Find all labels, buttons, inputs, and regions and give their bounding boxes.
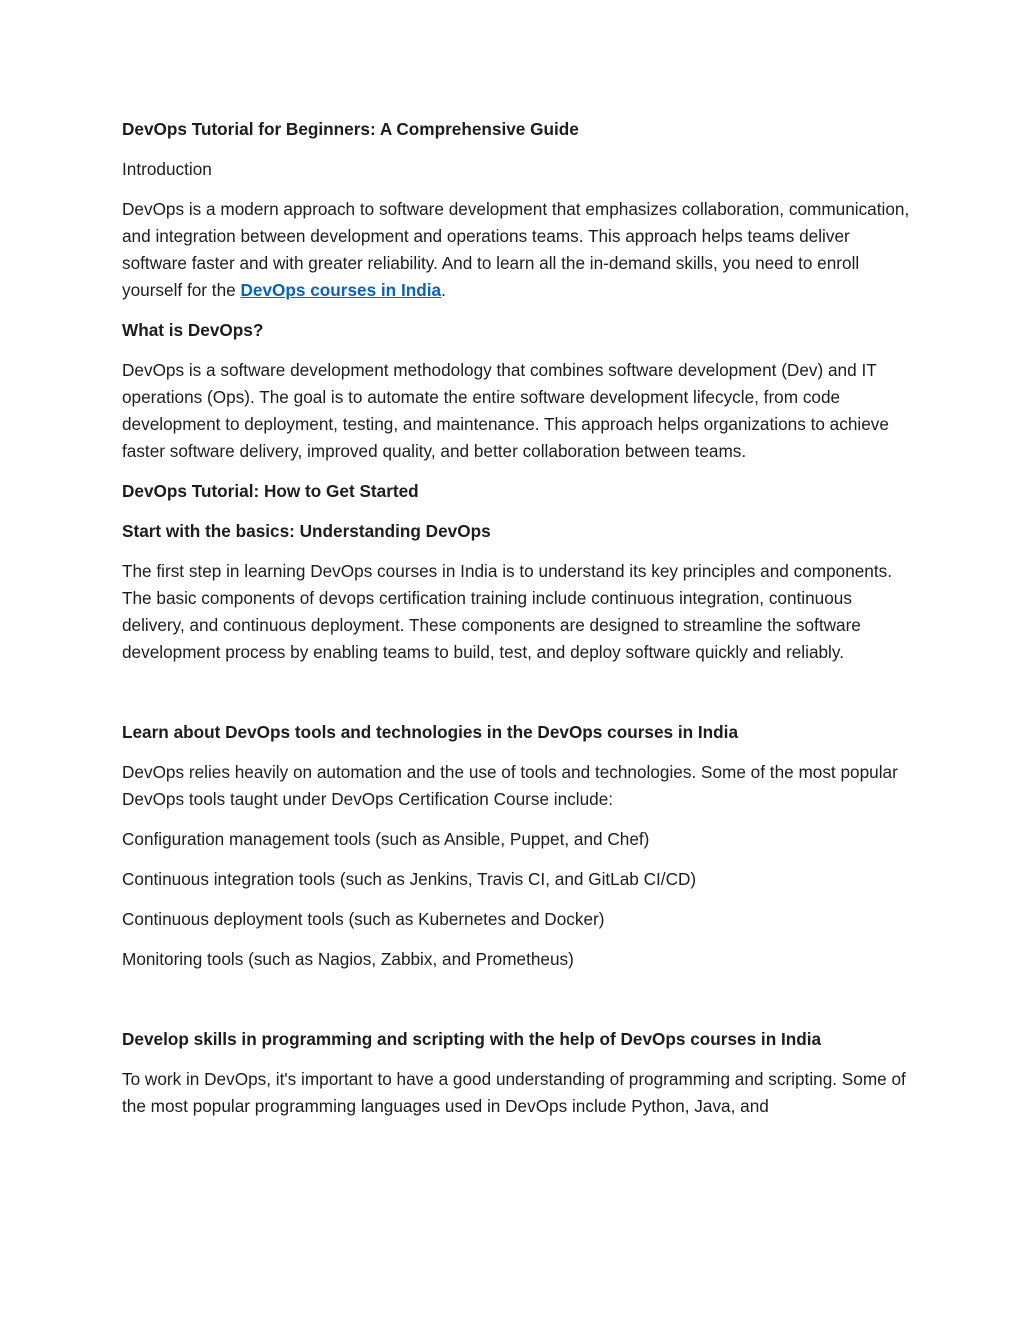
introduction-label: Introduction — [122, 159, 212, 179]
section-heading-what-is-devops: What is DevOps? — [122, 320, 264, 340]
paragraph-what-is-devops: DevOps is a software development methodology that combines software development (Dev) and IT operations (Ops). The goal is to automate the entire software development lifecycle, from code development to deployment, testing, and maintenance. This approach helps organizations to achieve faster software delivery, improved quality, and better collaboration between teams. — [122, 360, 889, 461]
section-heading-get-started: DevOps Tutorial: How to Get Started — [122, 481, 419, 501]
paragraph-basics: The first step in learning DevOps courses in India is to understand its key principles and components. The basic components of devops certification training include continuous integration, continuous delivery, and continuous deployment. These components are designed to streamline the software development process by enabling teams to build, test, and deploy software quickly and reliably. — [122, 561, 893, 662]
paragraph-tools-intro: DevOps relies heavily on automation and the use of tools and technologies. Some of the most popular DevOps tools taught under DevOps Certification Course include: — [122, 762, 898, 809]
blank-line — [122, 986, 916, 1013]
tool-item-configuration: Configuration management tools (such as Ansible, Puppet, and Chef) — [122, 829, 650, 849]
paragraph-skills: To work in DevOps, it's important to have a good understanding of programming and scripting. Some of the most popular programming languages used in DevOps include Python, Java, and — [122, 1069, 906, 1116]
intro-text-after-link: . — [441, 280, 446, 300]
document-title: DevOps Tutorial for Beginners: A Comprehensive Guide — [122, 119, 579, 139]
section-heading-skills: Develop skills in programming and scripting with the help of DevOps courses in India — [122, 1029, 822, 1049]
tool-item-integration: Continuous integration tools (such as Jenkins, Travis CI, and GitLab CI/CD) — [122, 869, 697, 889]
paragraph-introduction — [122, 196, 916, 304]
section-heading-tools: Learn about DevOps tools and technologies in the DevOps courses in India — [122, 722, 738, 742]
tool-item-deployment: Continuous deployment tools (such as Kubernetes and Docker) — [122, 909, 605, 929]
section-heading-basics: Start with the basics: Understanding DevOps — [122, 521, 491, 541]
tool-item-monitoring: Monitoring tools (such as Nagios, Zabbix, and Prometheus) — [122, 949, 574, 969]
document-content — [122, 116, 916, 1133]
intro-text-before-link: DevOps is a modern approach to software development that emphasizes collaboration, communication, and integration between development and operations teams. This approach helps teams deliver software faster and with greater reliability. And to learn all the in-demand skills, you need to enroll yourself for the — [122, 199, 910, 300]
devops-courses-link[interactable]: DevOps courses in India — [240, 280, 442, 300]
blank-line — [122, 679, 916, 706]
